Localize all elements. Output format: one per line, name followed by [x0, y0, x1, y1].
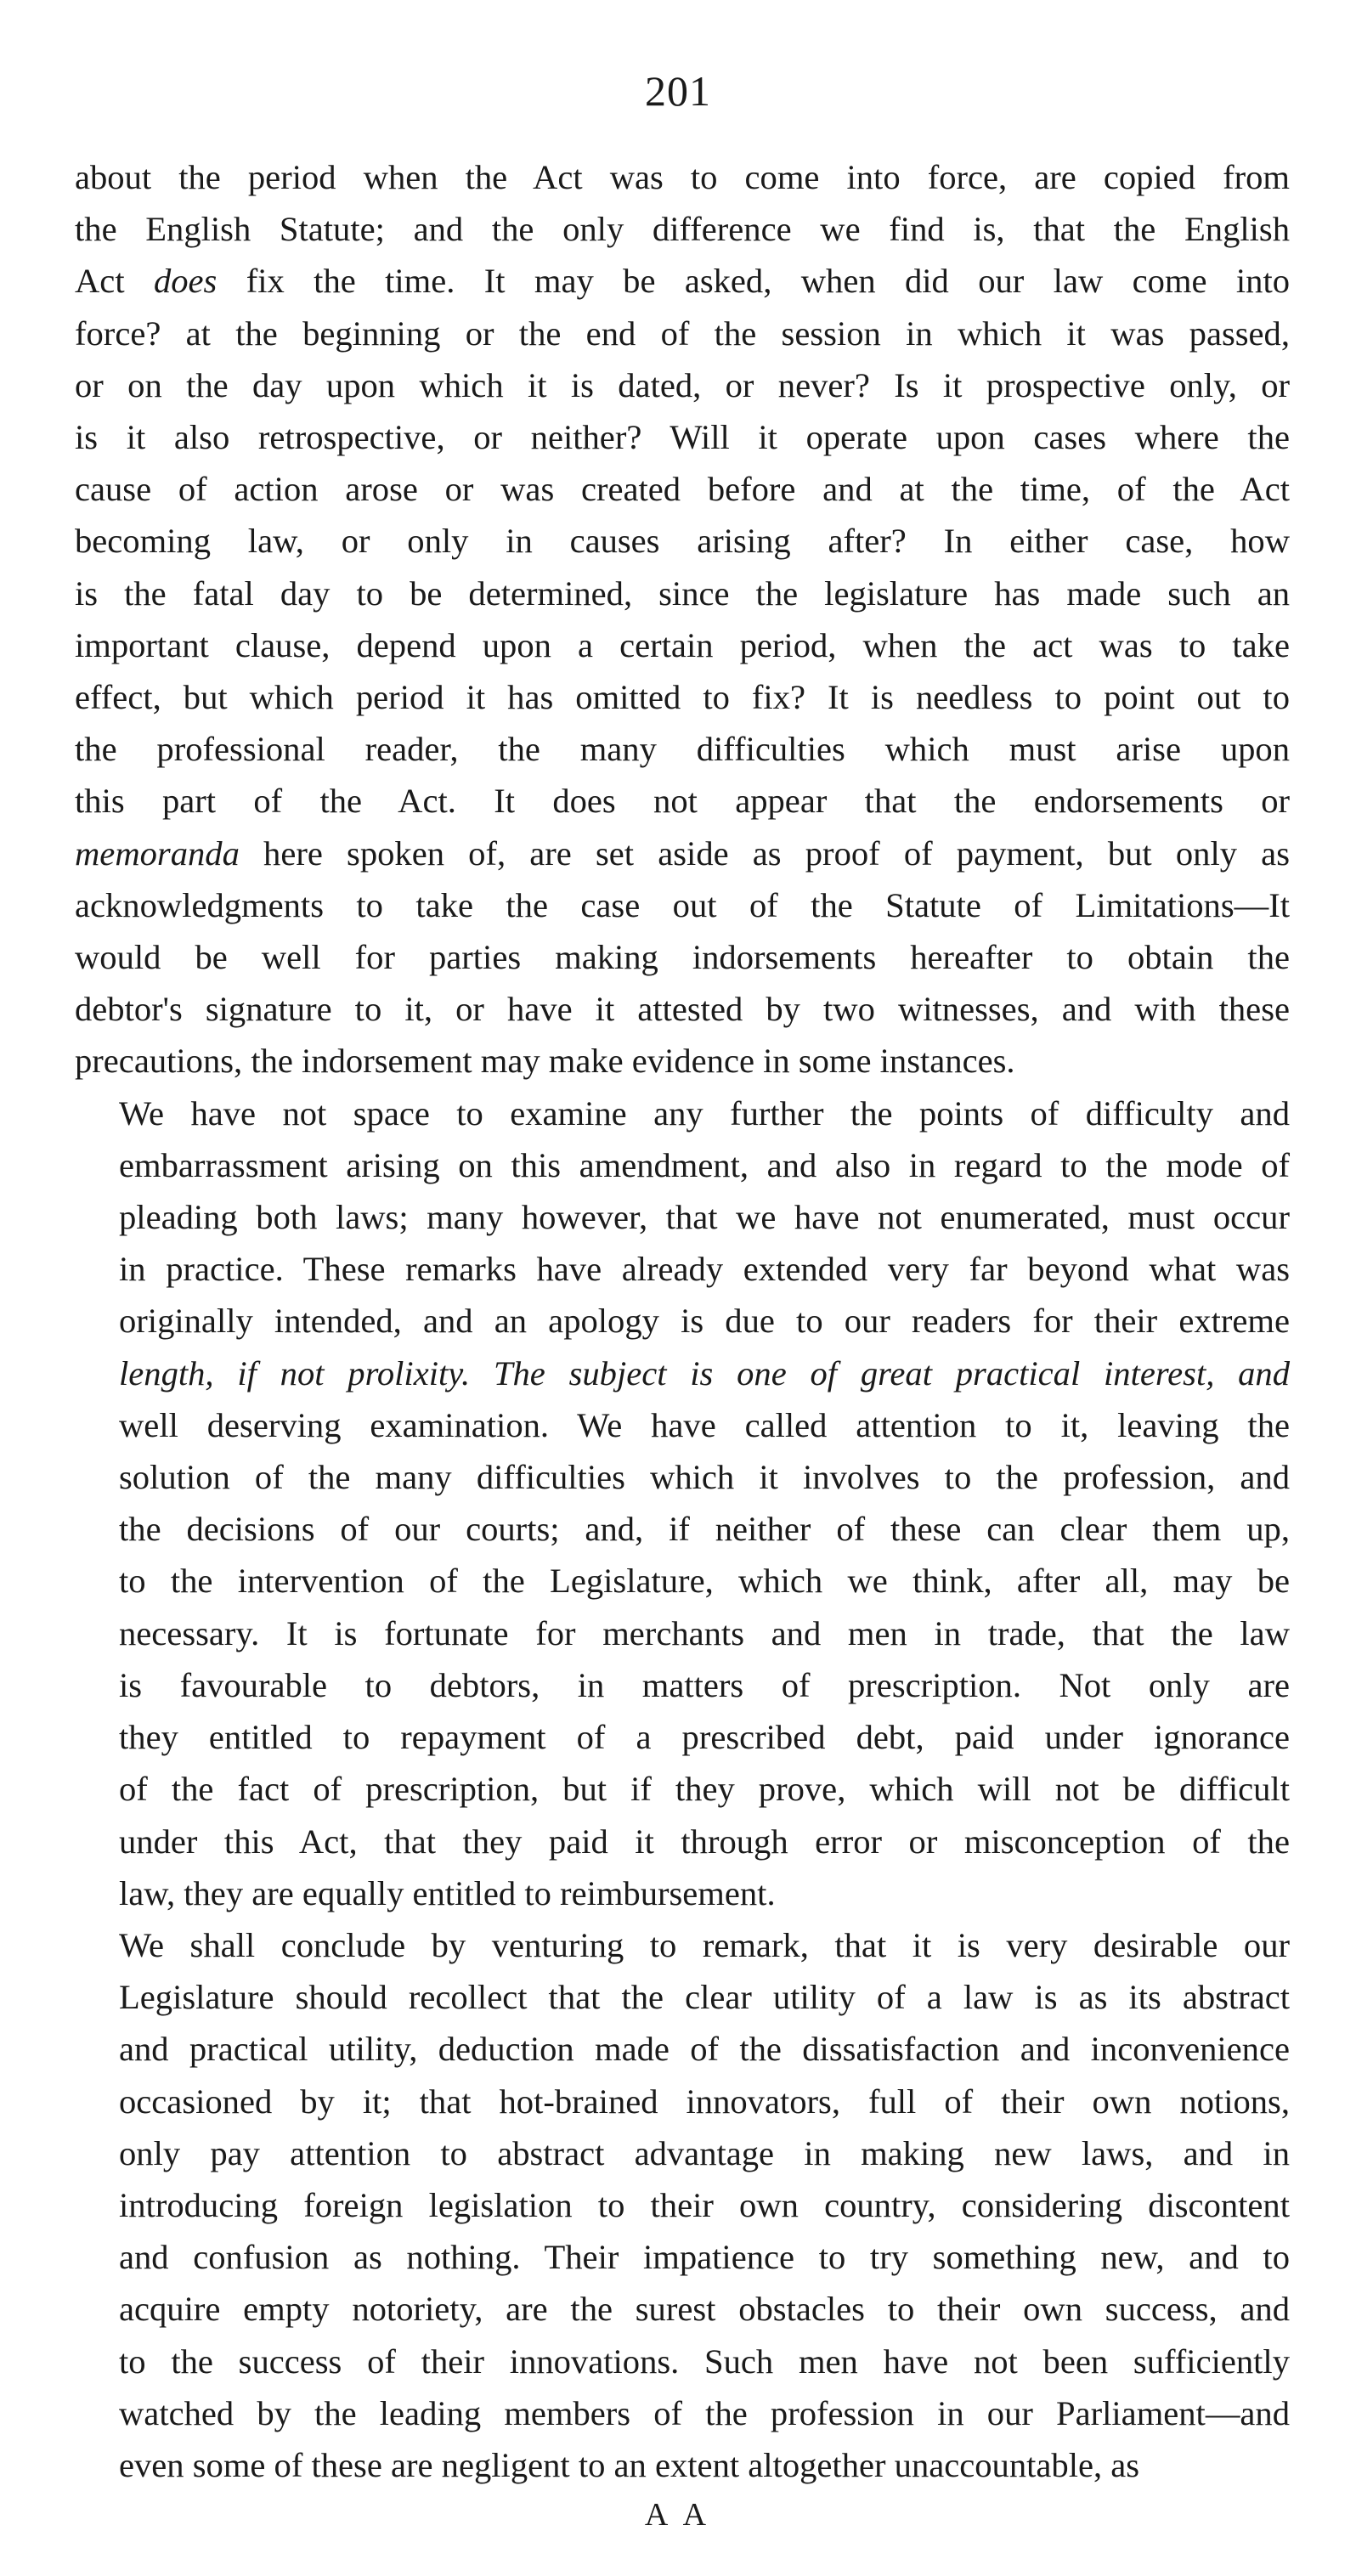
text-line: the English Statute; and the only difference we find is, that the English	[75, 210, 1290, 249]
text-line: occasioned by it; that hot-brained innovators, full of their own notions,	[119, 2082, 1290, 2121]
text-line	[75, 828, 1290, 879]
italic-text: memoranda	[75, 833, 240, 873]
text-segment: here spoken of, are set aside as proof of payment, but only as	[239, 833, 1290, 873]
text-line: of the fact of prescription, but if they prove, which will not be difficult	[119, 1770, 1290, 1809]
text-line: about the period when the Act was to come into force, are copied from	[75, 158, 1290, 196]
text-line: only pay attention to abstract advantage in making new laws, and in	[119, 2133, 1290, 2172]
text-line: and practical utility, deduction made of the dissatisfaction and inconvenience	[119, 2030, 1290, 2069]
text-line: originally intended, and an apology is due to our readers for their extreme	[119, 1302, 1290, 1341]
text-line: becoming law, or only in causes arising after? In either case, how	[75, 522, 1290, 561]
body-text	[75, 151, 1290, 2491]
text-line: effect, but which period it has omitted to fix? It is needless to point out to	[75, 678, 1290, 717]
text-line: acknowledgments to take the case out of the Statute of Limitations—It	[75, 885, 1290, 924]
text-line: to the success of their innovations. Such men have not been sufficiently	[119, 2342, 1290, 2381]
text-line: force? at the beginning or the end of the session in which it was passed,	[75, 314, 1290, 353]
text-line: precautions, the indorsement may make evidence in some instances.	[75, 1042, 1015, 1081]
text-line	[75, 255, 1290, 307]
text-line: watched by the leading members of the profession in our Parliament—and	[119, 2393, 1290, 2432]
text-line: is the fatal day to be determined, since the legislature has made such an	[75, 573, 1290, 613]
text-line: or on the day upon which it is dated, or never? Is it prospective only, or	[75, 365, 1290, 404]
text-line: We have not space to examine any further the points of difficulty and	[119, 1093, 1290, 1133]
paragraph-3	[75, 1919, 1290, 2491]
italic-text: does	[153, 262, 218, 301]
text-line: is it also retrospective, or neither? Will it operate upon cases where the	[75, 418, 1290, 457]
text-line: under this Act, that they paid it through error or misconception of the	[119, 1822, 1290, 1861]
text-line: well deserving examination. We have called attention to it, leaving the	[119, 1405, 1290, 1444]
text-line: acquire empty notoriety, are the surest obstacles to their own success, and	[119, 2290, 1290, 2329]
text-line: necessary. It is fortunate for merchants and men in trade, that the law	[119, 1613, 1290, 1652]
text-line: and confusion as nothing. Their impatience to try something new, and to	[119, 2238, 1290, 2277]
text-line: important clause, depend upon a certain period, when the act was to take	[75, 625, 1290, 664]
text-line: the professional reader, the many difficulties which must arise upon	[75, 730, 1290, 769]
text-line: cause of action arose or was created before and at the time, of the Act	[75, 470, 1290, 509]
text-line	[75, 1347, 1290, 1399]
text-line: We shall conclude by venturing to remark, that it is very desirable our	[119, 1925, 1290, 1964]
text-line: in practice. These remarks have already extended very far beyond what was	[119, 1250, 1290, 1289]
text-line: solution of the many difficulties which it involves to the profession, and	[119, 1458, 1290, 1497]
text-line: this part of the Act. It does not appear that the endorsements or	[75, 782, 1290, 821]
text-line: the decisions of our courts; and, if neither of these can clear them up,	[119, 1510, 1290, 1549]
text-line: embarrassment arising on this amendment, and also in regard to the mode of	[119, 1145, 1290, 1184]
text-line: pleading both laws; many however, that we have not enumerated, must occur	[119, 1198, 1290, 1237]
text-segment: Act	[75, 262, 154, 301]
signature-mark: A A	[644, 2497, 712, 2533]
text-line: would be well for parties making indorsements hereafter to obtain the	[75, 938, 1290, 977]
text-line: law, they are equally entitled to reimbursement.	[119, 1873, 776, 1912]
text-segment: fix the time. It may be asked, when did our law come into	[217, 262, 1291, 301]
paragraph-1	[75, 151, 1290, 1087]
text-line: introducing foreign legislation to their own country, considering discontent	[119, 2185, 1290, 2224]
page-number: 201	[645, 67, 711, 115]
paragraph-2	[75, 1087, 1290, 1919]
text-line: they entitled to repayment of a prescribed debt, paid under ignorance	[119, 1718, 1290, 1757]
italic-text: length, if not prolixity. The subject is one of great practical interest, and	[119, 1353, 1290, 1393]
text-line: Legislature should recollect that the clear utility of a law is as its abstract	[119, 1978, 1290, 2017]
text-line: even some of these are negligent to an extent altogether unaccountable, as	[119, 2445, 1140, 2484]
text-line: is favourable to debtors, in matters of prescription. Not only are	[119, 1665, 1290, 1704]
text-line: debtor's signature to it, or have it attested by two witnesses, and with these	[75, 990, 1290, 1029]
text-line: to the intervention of the Legislature, which we think, after all, may be	[119, 1562, 1290, 1601]
